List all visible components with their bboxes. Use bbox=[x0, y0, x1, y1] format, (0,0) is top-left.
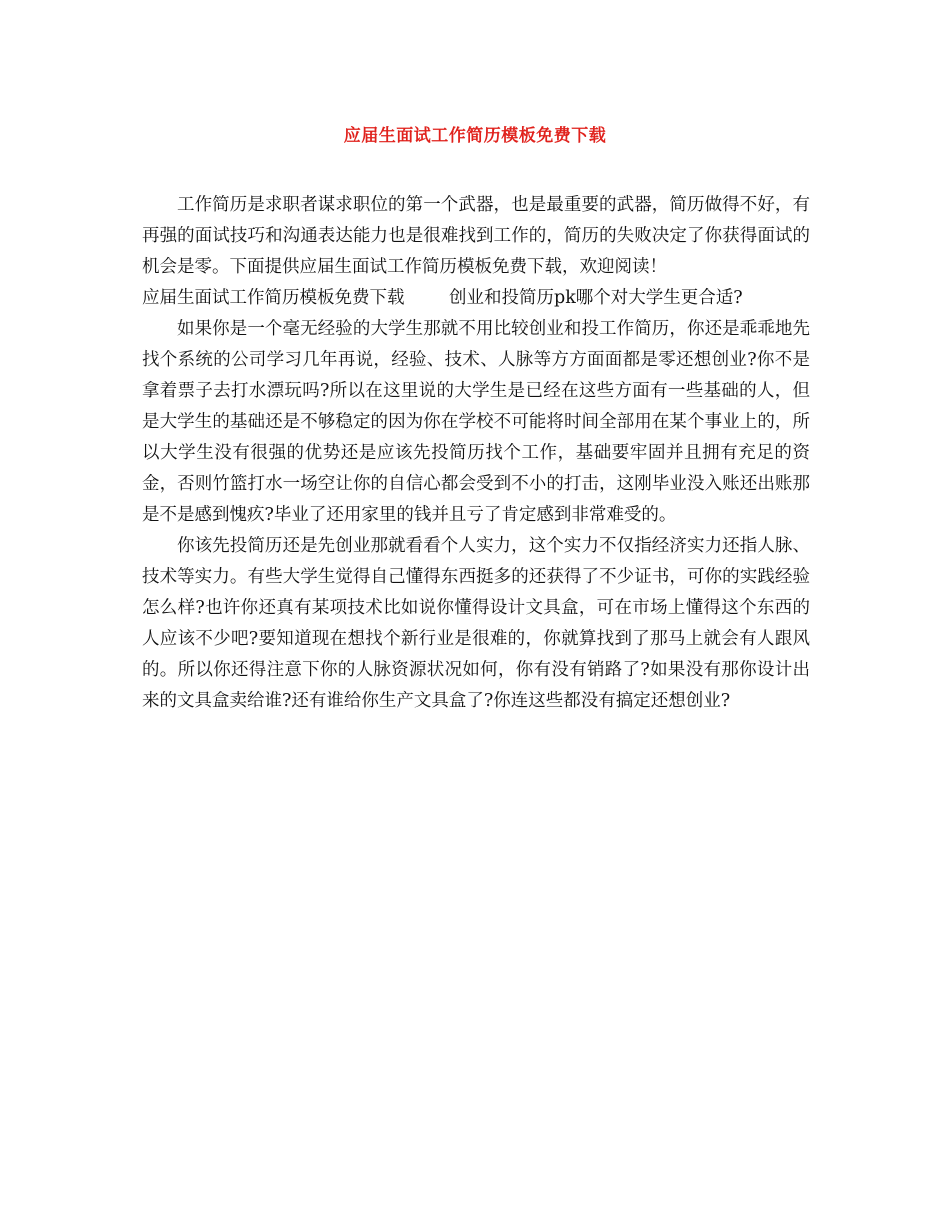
document-title: 应届生面试工作简历模板免费下载 bbox=[343, 126, 607, 146]
paragraph-intro: 工作简历是求职者谋求职位的第一个武器，也是最重要的武器，简历做得不好，有再强的面试技巧和沟通表达能力也是很难找到工作的，简历的失败决定了你获得面试的机会是零。下面提供应届生面试工作简历模板免费下载，欢迎阅读！ bbox=[142, 195, 810, 277]
paragraph-inexperienced: 如果你是一个毫无经验的大学生那就不用比较创业和投工作简历，你还是乖乖地先找个系统的公司学习几年再说，经验、技术、人脉等方方面面都是零还想创业?你不是拿着票子去打水漂玩吗?所以在这里说的大学生是已经在这些方面有一些基础的人，但是大学生的基础还是不够稳定的因为你在学校不可能将时间全部用在某个事业上的，所以大学生没有很强的优势还是应该先投简历找个工作，基础要牢固并且拥有充足的资金，否则竹篮打水一场空让你的自信心都会受到不小的打击，这刚毕业没入账还出账那是不是感到愧疚?毕业了还用家里的钱并且亏了肯定感到非常难受的。 bbox=[142, 319, 810, 525]
subheading-line: 应届生面试工作简历模板免费下载 创业和投简历pk哪个对大学生更合适? bbox=[142, 288, 743, 308]
document-body bbox=[142, 190, 810, 717]
paragraph-personal-strength: 你该先投简历还是先创业那就看看个人实力，这个实力不仅指经济实力还指人脉、技术等实力。有些大学生觉得自己懂得东西挺多的还获得了不少证书，可你的实践经验怎么样?也许你还真有某项技术比如说你懂得设计文具盒，可在市场上懂得这个东西的人应该不少吧?要知道现在想找个新行业是很难的，你就算找到了那马上就会有人跟风的。所以你还得注意下你的人脉资源状况如何，你有没有销路了?如果没有那你设计出来的文具盒卖给谁?还有谁给你生产文具盒了?你连这些都没有搞定还想创业? bbox=[142, 536, 810, 711]
